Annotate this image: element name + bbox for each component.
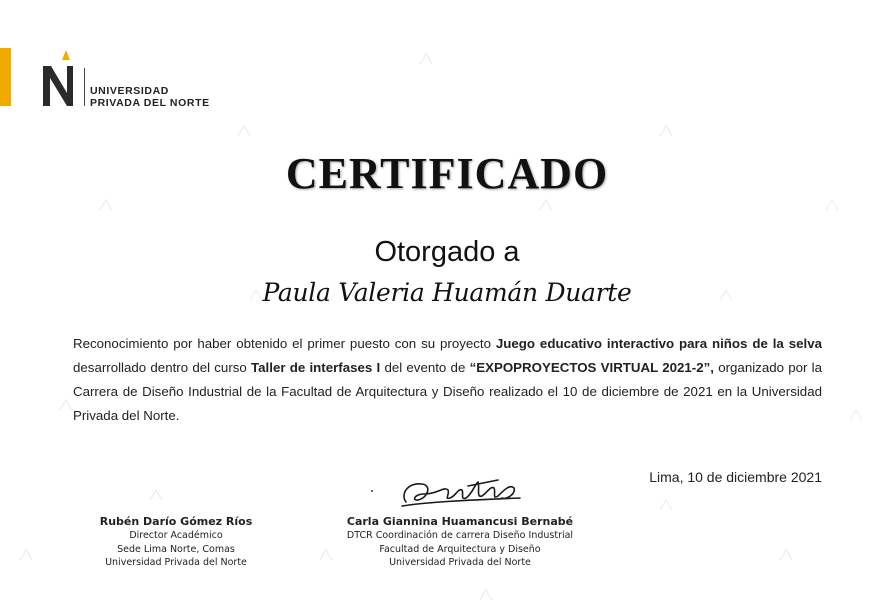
- project-name: Juego educativo interactivo para niños de la selva: [495, 336, 822, 351]
- body-text-2: desarrollado dentro del curso: [73, 360, 252, 375]
- recipient-name: Paula Valeria Huamán Duarte: [262, 278, 632, 307]
- signatory-faculty: Facultad de Arquitectura y Diseño: [379, 543, 541, 555]
- logo-divider: [84, 68, 85, 106]
- granted-label: Otorgado a: [374, 236, 520, 268]
- logo-text: [90, 85, 210, 109]
- signatory-role: Director Académico: [129, 530, 223, 541]
- body-text-1: Reconocimiento por haber obtenido el primer puesto con su proyecto: [73, 336, 496, 351]
- signatory-name: Rubén Darío Gómez Ríos: [99, 515, 253, 528]
- upn-n-logo-icon: [36, 48, 82, 110]
- signatory-site: Sede Lima Norte, Comas: [117, 543, 235, 555]
- signatory-role: DTCR Coordinación de carrera Diseño Industrial: [346, 530, 574, 541]
- issue-date: Lima, 10 de diciembre 2021: [649, 469, 822, 485]
- signatory-institution: Universidad Privada del Norte: [389, 557, 531, 568]
- body-text-3: del evento de: [380, 360, 470, 375]
- certificate-body: [73, 332, 822, 428]
- logo-line-1: UNIVERSIDAD: [90, 85, 169, 97]
- logo-line-2: PRIVADA DEL NORTE: [90, 97, 210, 109]
- handwritten-signature: [398, 476, 528, 510]
- signatory-left: [76, 514, 276, 570]
- accent-bar: [0, 48, 11, 106]
- university-logo: [36, 48, 236, 110]
- event-name: “EXPOPROYECTOS VIRTUAL 2021-2”,: [469, 360, 714, 375]
- signatory-right: [335, 514, 585, 570]
- body-text-4: organizado por la Carrera de Diseño Industrial de la Facultad de Arquitectura y Diseño realizado el 10 de diciembre de 2021 en la Universidad Privada del Norte.: [73, 360, 823, 423]
- signature-dot: [371, 490, 373, 492]
- course-name: Taller de interfases I: [251, 360, 381, 375]
- certificate-title: CERTIFICADO: [285, 149, 609, 198]
- signatory-name: Carla Giannina Huamancusi Bernabé: [346, 515, 574, 528]
- signatory-institution: Universidad Privada del Norte: [105, 557, 247, 568]
